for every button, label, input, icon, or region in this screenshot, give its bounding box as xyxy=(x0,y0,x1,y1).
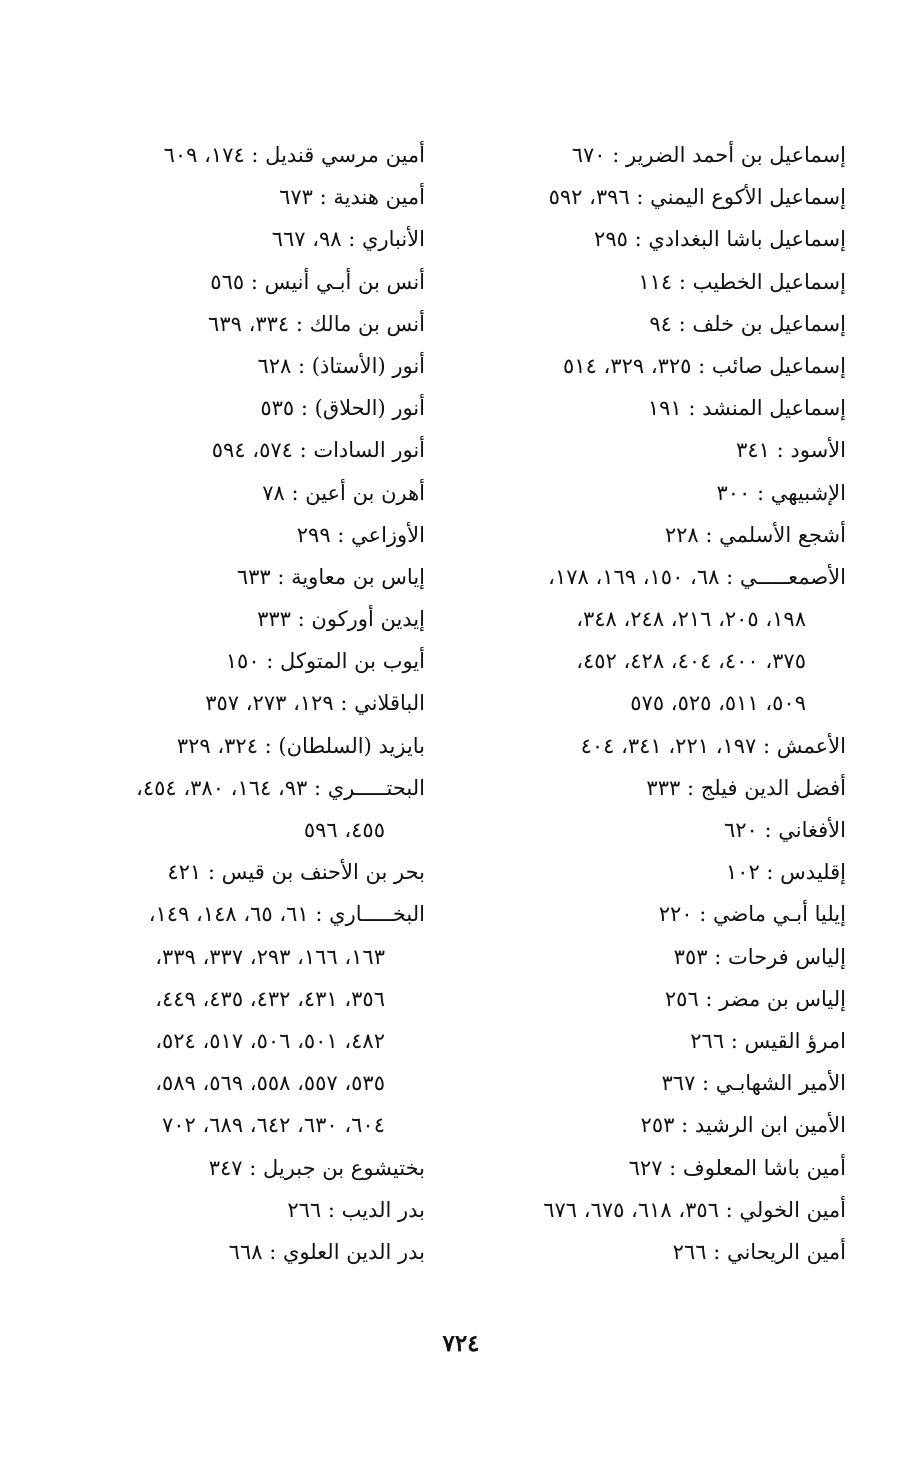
index-entry: أمين الخولي : ٣٥٦، ٦١٨، ٦٧٥، ٦٧٦ xyxy=(543,1197,846,1222)
index-entry: امرؤ القيس : ٢٦٦ xyxy=(690,1028,846,1053)
index-entry: أيوب بن المتوكل : ١٥٠ xyxy=(225,649,425,674)
index-entry: الأوزاعي : ٢٩٩ xyxy=(296,522,425,547)
index-entry-continuation: ٤٨٢، ٥٠١، ٥٠٦، ٥١٧، ٥٢٤، xyxy=(155,1028,385,1053)
index-entry: أمين مرسي قنديل : ١٧٤، ٦٠٩ xyxy=(163,143,425,167)
index-entry: إيليا أبـي ماضي : ٢٢٠ xyxy=(658,902,846,927)
index-entry: الأعمش : ١٩٧، ٢٢١، ٣٤١، ٤٠٤ xyxy=(580,733,846,758)
index-entry: إسماعيل باشا البغدادي : ٢٩٥ xyxy=(594,227,846,252)
index-entry: بايزيد (السلطان) : ٣٢٤، ٣٢٩ xyxy=(176,733,425,758)
index-entry-continuation: ١٩٨، ٢٠٥، ٢١٦، ٢٤٨، ٣٤٨، xyxy=(576,607,806,632)
index-entry: البخـــــاري : ٦١، ٦٥، ١٤٨، ١٤٩، xyxy=(148,902,425,927)
index-entry: إسماعيل بن أحمد الضرير : ٦٧٠ xyxy=(571,143,846,167)
index-entry: إقليدس : ١٠٢ xyxy=(725,860,846,885)
index-entry-continuation: ٤٥٥، ٥٩٦ xyxy=(303,818,385,842)
index-entry: الأمير الشهابـي : ٣٦٧ xyxy=(661,1071,846,1096)
page-number: ٧٢٤ xyxy=(442,1330,480,1357)
index-entry: أهرن بن أعين : ٧٨ xyxy=(262,480,425,505)
index-entry: بدر الديب : ٢٦٦ xyxy=(287,1197,425,1222)
index-entry: بدر الدين العلوي : ٦٦٨ xyxy=(228,1239,425,1264)
index-entry: الأسود : ٣٤١ xyxy=(736,438,846,463)
index-entry: أشجع الأسلمي : ٢٢٨ xyxy=(664,522,846,547)
index-entry-continuation: ٥٠٩، ٥١١، ٥٢٥، ٥٧٥ xyxy=(630,691,806,716)
index-column-left xyxy=(45,134,425,1273)
index-entry-continuation: ٣٧٥، ٤٠٠، ٤٠٤، ٤٢٨، ٤٥٢، xyxy=(576,649,806,674)
index-entry: البحتـــــري : ٩٣، ١٦٤، ٣٨٠، ٤٥٤، xyxy=(136,775,425,800)
index-entry: بختيشوع بن جبريل : ٣٤٧ xyxy=(208,1155,425,1180)
index-entry: أنس بن أبـي أنيس : ٥٦٥ xyxy=(210,269,425,294)
index-entry: الأنباري : ٩٨، ٦٦٧ xyxy=(271,227,425,252)
index-entry: أمين هندية : ٦٧٣ xyxy=(279,185,425,210)
index-entry: إلياس فرحات : ٣٥٣ xyxy=(673,944,846,969)
index-entry: بحر بن الأحنف بن قيس : ٤٢١ xyxy=(167,860,425,885)
index-entry: أنور (الحلاق) : ٥٣٥ xyxy=(260,396,425,421)
index-entry: الأفغاني : ٦٢٠ xyxy=(724,818,846,842)
index-entry: إيدين أوركون : ٣٣٣ xyxy=(257,607,425,632)
index-entry: الإشبيهي : ٣٠٠ xyxy=(716,480,846,505)
index-entry: أمين باشا المعلوف : ٦٢٧ xyxy=(628,1155,846,1180)
index-entry: إسماعيل الأكوع اليمني : ٣٩٦، ٥٩٢ xyxy=(548,185,846,210)
index-entry: إياس بن معاوية : ٦٣٣ xyxy=(236,564,425,589)
index-entry: الباقلاني : ١٢٩، ٢٧٣، ٣٥٧ xyxy=(205,691,425,716)
index-entry: أمين الريحاني : ٢٦٦ xyxy=(672,1239,846,1264)
index-column-right xyxy=(474,134,846,1273)
index-entry: إسماعيل صائب : ٣٢٥، ٣٢٩، ٥١٤ xyxy=(563,353,846,378)
index-entry: إسماعيل بن خلف : ٩٤ xyxy=(649,311,846,336)
index-entry: إسماعيل الخطيب : ١١٤ xyxy=(638,269,846,294)
index-entry-continuation: ١٦٣، ١٦٦، ٢٩٣، ٣٣٧، ٣٣٩، xyxy=(155,944,385,969)
index-entry: إسماعيل المنشد : ١٩١ xyxy=(647,396,846,421)
index-entry: إلياس بن مضر : ٢٥٦ xyxy=(664,986,846,1011)
index-entry-continuation: ٥٣٥، ٥٥٧، ٥٥٨، ٥٦٩، ٥٨٩، xyxy=(155,1071,385,1096)
index-entry: الأصمعـــــي : ٦٨، ١٥٠، ١٦٩، ١٧٨، xyxy=(548,564,846,589)
index-entry-continuation: ٦٠٤، ٦٣٠، ٦٤٢، ٦٨٩، ٧٠٢ xyxy=(161,1113,385,1138)
index-entry-continuation: ٣٥٦، ٤٣١، ٤٣٢، ٤٣٥، ٤٤٩، xyxy=(155,986,385,1011)
index-entry: أنور السادات : ٥٧٤، ٥٩٤ xyxy=(211,438,425,463)
index-entry: الأمين ابن الرشيد : ٢٥٣ xyxy=(640,1113,846,1138)
index-entry: أنور (الأستاذ) : ٦٢٨ xyxy=(257,353,425,378)
index-entry: أنس بن مالك : ٣٣٤، ٦٣٩ xyxy=(208,311,425,336)
index-entry: أفضل الدين فيلج : ٣٣٣ xyxy=(646,775,846,800)
